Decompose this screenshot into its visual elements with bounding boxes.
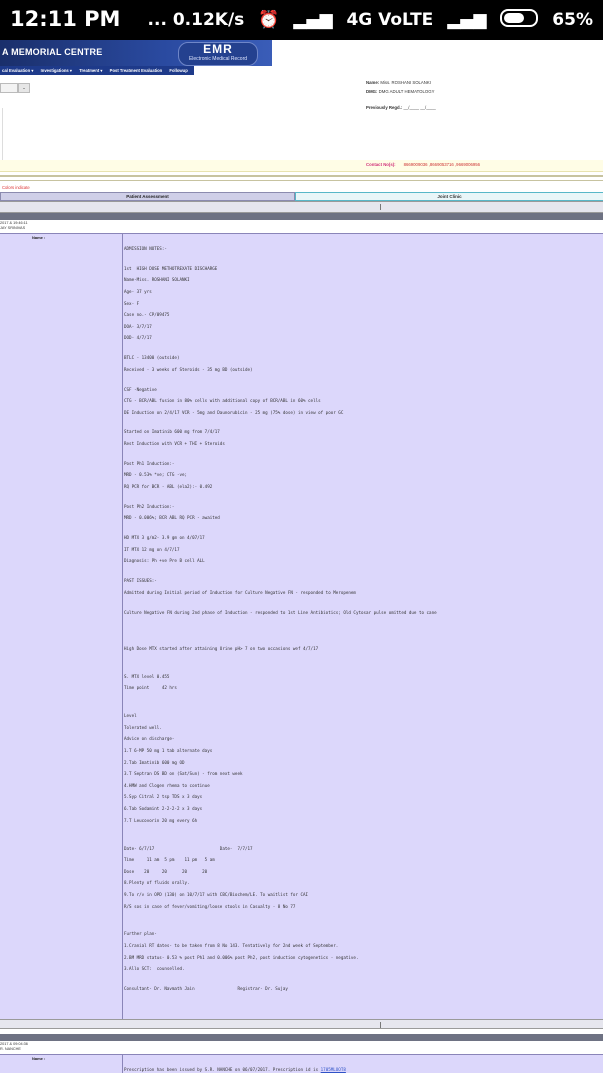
note-line: IT MTX 12 mg on 4/7/17 — [124, 546, 180, 552]
tab-joint-clinic[interactable]: Joint Clinic — [295, 192, 603, 201]
note-line: 4.HMW and Clogen rhema to continue — [124, 782, 210, 788]
note-line — [124, 915, 437, 923]
note-line: Received - 3 weeks of Steroids - 35 mg BD (outside) — [124, 366, 253, 372]
menu-followup[interactable]: Followup — [169, 68, 188, 73]
note-line — [124, 453, 437, 461]
note-line — [124, 657, 437, 665]
note-line: ADMISSION NOTES:- — [124, 246, 167, 251]
org-title: A MEMORIAL CENTRE — [2, 47, 103, 57]
note-line — [124, 629, 437, 637]
colors-indicate-label: Colors indicate — [2, 185, 30, 190]
note-line: Tolerated well. — [124, 724, 162, 730]
note-line: RQ PCR for BCR - ABL (ela2):- 0.492 — [124, 484, 213, 490]
note-line: R/S sos in case of fever/vomiting/loose stools in Casualty - 8 No 77 — [124, 903, 296, 909]
battery-icon — [500, 9, 538, 27]
note-line: Consultant- Dr. Navmath Jain Registrar- Dr. Sujay — [124, 986, 288, 992]
note-line: Date- 6/7/17 Date- 7/7/17 — [124, 845, 253, 851]
search-input[interactable] — [0, 83, 18, 93]
note-line: CTG - BCR/ABL fusion in 80% cells with additional copy of BCR/ABL in 60% cells — [124, 398, 321, 404]
emr-logo: EMR Electronic Medical Record — [178, 42, 258, 66]
signal-icon: ▂▄▆ — [293, 10, 333, 30]
menu-clinical-evaluation[interactable]: cal Evaluation ▾ — [2, 68, 34, 73]
note-date: 2017 & 09:04:36 — [0, 1042, 28, 1046]
tab-patient-assessment[interactable]: Patient Assessment — [0, 192, 295, 201]
note-line — [124, 601, 437, 609]
prescription-link[interactable]: 1705MLOOT8 — [320, 1067, 346, 1072]
note-line — [124, 570, 437, 578]
signal2-icon: ▂▄▆ — [447, 10, 487, 30]
phone-status-bar — [0, 0, 603, 40]
note-line: BTLC - 13400 (outside) — [124, 355, 180, 361]
note-line: PAST ISSUES:- — [124, 578, 157, 584]
note-line: CSF -Negative — [124, 386, 157, 392]
note-line: 1st HIGH DOSE METHOTREXATE DISCHARGE — [124, 265, 218, 271]
note-line: 8.Plenty of fluids orally. — [124, 880, 190, 886]
patient-dmg-row: DMG: DMG ADULT HEMATOLOGY — [366, 89, 435, 94]
menu-treatment[interactable]: Treatment ▾ — [79, 68, 103, 73]
emr-header — [0, 40, 603, 77]
contact-row — [0, 160, 603, 172]
prescription-note — [0, 1054, 603, 1073]
note-author: JAY SRINIVAS — [0, 226, 26, 230]
note-line — [124, 621, 437, 629]
note-label: Name : — [32, 235, 46, 240]
network-speed: ... 0.12K/s — [147, 10, 245, 30]
note-author: R. NANCHE — [0, 1047, 21, 1051]
note-line: Culture Negative FN during 2nd phase of Induction - responded to 1st Line Antibiotics; Old Cytosar pulse omitted due to cane — [124, 609, 437, 615]
note-line: 7.T Leucovorin 20 mg every 6h — [124, 817, 198, 823]
assessment-tabs — [0, 192, 603, 200]
note-line — [124, 496, 437, 504]
previously-registered: Previously Regd.: __/____ __/____ — [366, 105, 436, 110]
note-line: Level — [124, 713, 137, 719]
note-line: 1.T 6-MP 50 mg 1 tab alternate days — [124, 748, 213, 753]
note-line: Post Ph2 Induction:- — [124, 503, 175, 509]
note-line: Name-Miss. ROSHANI SOLANKI — [124, 277, 190, 283]
note-line — [124, 923, 437, 931]
note-meta — [0, 221, 28, 231]
note-line: 2.BM MRD status- 0.53 % post Ph1 and 0.006% post Ph2, post induction cytogenetics - negative. — [124, 954, 359, 960]
clinical-note — [0, 233, 603, 1019]
note-label-column — [0, 1055, 123, 1073]
contact-numbers: Contact No(s): 8669009036 ,8669053716 ,9669006956 — [366, 162, 481, 167]
note-line: Started on Imatinib 600 mg from 7/4/17 — [124, 429, 220, 435]
prescription-text: Prescription has been issued by S.R. NANCHE on 06/07/2017. Prescription id is 1705MLOOT8 — [124, 1067, 346, 1072]
note-line: Sex- F — [124, 300, 140, 306]
note-line: Diagnosis: Ph +ve Pre B cell ALL — [124, 558, 205, 564]
banner — [0, 40, 272, 66]
note-line — [124, 378, 437, 386]
patient-name: Miss. ROSHANI SOLANKI — [380, 80, 431, 85]
network-type: 4G VoLTE — [346, 10, 434, 30]
note-line: 3.T Septran DS BD on (Sat/Sun) - from next week — [124, 771, 243, 777]
note-line — [124, 705, 437, 713]
note-line: Further plan- — [124, 931, 157, 937]
note-line — [124, 837, 437, 845]
note-line: Time 11 am 5 pm 11 pm 5 am — [124, 857, 215, 863]
note-line — [124, 258, 437, 266]
note-line — [124, 527, 437, 535]
patient-name-row: Name: Miss. ROSHANI SOLANKI — [366, 80, 431, 85]
note-line: Age- 37 yrs — [124, 288, 152, 294]
note-date: 2017 & 19:46:11 — [0, 221, 28, 225]
left-panel-edge — [0, 108, 3, 162]
note-line: DOD- 4/7/17 — [124, 335, 152, 341]
note-line — [124, 421, 437, 429]
divider — [0, 175, 603, 177]
section-separator — [0, 213, 603, 220]
divider — [0, 180, 603, 181]
alarm-icon: ⏰ — [258, 10, 280, 30]
note-line — [124, 638, 437, 646]
note-label: Name : — [32, 1056, 46, 1061]
note-line: 9.To r/v in OPD (130) on 10/7/17 with CBC/Biochem/LE. To waitlist for CAI — [124, 891, 309, 897]
section-separator — [0, 1034, 603, 1041]
menu-investigations[interactable]: Investigations ▾ — [40, 68, 73, 73]
note-line: Dose 20 20 20 20 — [124, 868, 208, 874]
battery-percent: 65% — [552, 10, 593, 30]
note-line: 6.Tab Sodamint 2-2-2-2 x 3 days — [124, 805, 203, 811]
patient-dmg: DMG ADULT HEMATOLOGY — [378, 89, 435, 94]
note-label-column — [0, 234, 123, 1019]
note-line: MRD - 0.006%; BCR ABL RQ PCR - awaited — [124, 515, 220, 521]
note-line: Admitted during Initial period of Induction for Culture Negative FN - responded to Meropenem — [124, 589, 356, 595]
note-line: MRD - 0.53% *ve; CTG -ve; — [124, 472, 188, 478]
note-meta — [0, 1042, 28, 1052]
note-line: DOA- 3/7/17 — [124, 323, 152, 329]
note-line: 1.Cranial RT dates- to be taken from 8 No 143. Tentatively for 2nd week of September. — [124, 943, 339, 949]
note-line: 3.Allo SCT: counselled. — [124, 966, 185, 972]
note-line: 2.Tab Imatinib 600 mg OD — [124, 759, 185, 765]
search-button[interactable]: .. — [18, 83, 30, 93]
menu-post-treatment[interactable]: Post Treatment Evaluation — [109, 68, 163, 73]
note-line — [124, 665, 437, 673]
note-line: DE Induction on 2/4/17 VCR - 5mg and Daunorubicin - 25 mg (75% dose) in view of poor GC — [124, 409, 344, 415]
note-line: 5.Syp Citral 2 tsp TDS x 3 days — [124, 794, 203, 800]
note-line: Case no.- CP/09475 — [124, 312, 170, 318]
note-line — [124, 347, 437, 355]
note-line: High Dose MTX started after attaining Urine pH> 7 on two occasions wef 4/7/17 — [124, 645, 319, 651]
note-line: Post Ph1 Induction:- — [124, 460, 175, 466]
note-line: S. MTX level 0.455 — [124, 673, 170, 679]
note-line: Advice on discharge- — [124, 736, 175, 742]
note-line — [124, 978, 437, 986]
note-line: Rest Induction with VCR + THI + Steroids — [124, 441, 225, 447]
clock: 12:11 PM — [10, 7, 121, 31]
toolbar-band — [0, 201, 603, 213]
main-menu — [0, 66, 194, 75]
toolbar-band — [0, 1019, 603, 1029]
note-line — [124, 829, 437, 837]
status-indicators — [140, 9, 593, 30]
note-line — [124, 697, 437, 705]
note-line: HD MTX 3 g/m2- 3.9 gm on 4/07/17 — [124, 535, 205, 541]
note-line: Time point 42 hrs — [124, 685, 177, 691]
note-text — [124, 246, 437, 998]
